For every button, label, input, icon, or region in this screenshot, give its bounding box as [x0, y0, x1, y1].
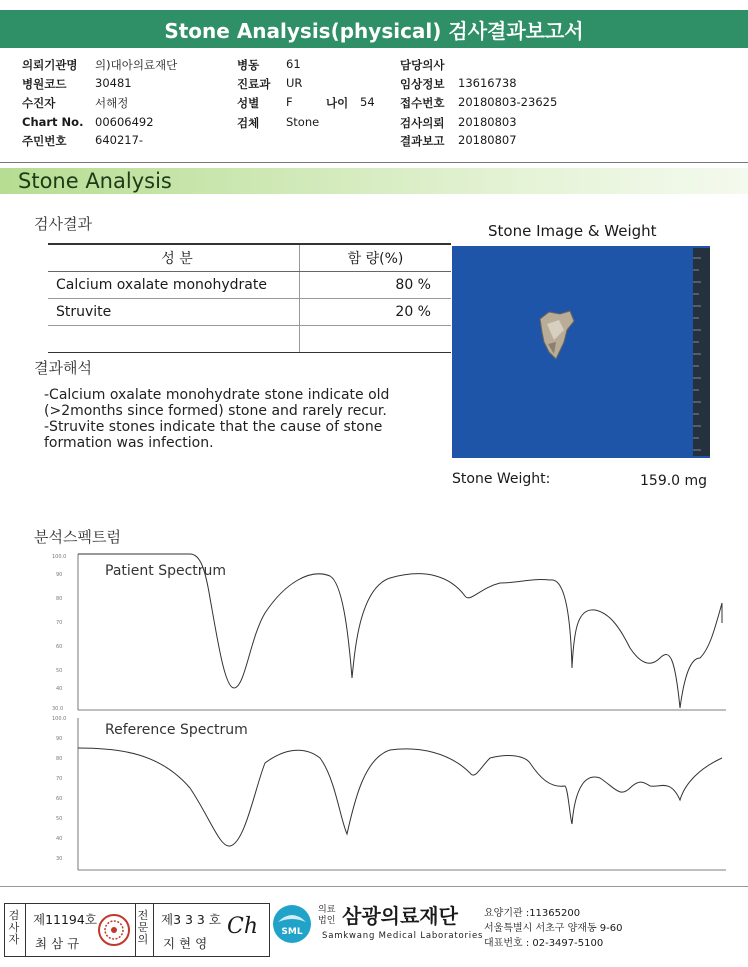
sml-logo: [272, 904, 312, 944]
interpretation-line: -Struvite stones indicate that the cause of stone: [44, 419, 383, 435]
result-heading: 검사결과: [34, 215, 92, 233]
report-title: Stone Analysis(physical) 검사결과보고서: [164, 18, 584, 43]
org-phone: 대표번호 : 02-3497-5100: [484, 938, 604, 949]
ruler-ticks: [693, 248, 710, 456]
svg-text:100.0: 100.0: [52, 716, 67, 722]
svg-text:80: 80: [56, 756, 63, 762]
interpretation-text: [44, 387, 389, 451]
svg-text:60: 60: [56, 644, 63, 650]
stone-weight-label: Stone Weight:: [452, 471, 551, 487]
sml-logo-icon: [272, 904, 312, 944]
specialist-label: 전문의: [137, 909, 149, 946]
amount-cell: [300, 326, 452, 353]
info-value: 640217-: [95, 133, 144, 147]
interpretation-heading: 결과해석: [34, 359, 92, 377]
interpretation-line: (>2months since formed) stone and rarely recur.: [44, 403, 387, 419]
svg-text:30: 30: [56, 856, 63, 862]
table-row: [48, 272, 451, 299]
specialist-license-no: 제3 3 3 호: [161, 912, 221, 927]
component-cell: Struvite: [48, 299, 300, 326]
patient-spectrum-label: Patient Spectrum: [105, 563, 227, 579]
logo-text: SML: [281, 927, 303, 937]
info-label: 성별: [237, 96, 260, 110]
svg-text:40: 40: [56, 836, 63, 842]
info-label: 검사의뢰: [400, 116, 445, 130]
ruler-scale: [693, 248, 710, 456]
interpretation-line: formation was infection.: [44, 435, 214, 451]
svg-text:70: 70: [56, 776, 63, 782]
column-header-component: 성 분: [48, 244, 300, 272]
info-value: 20180807: [458, 133, 517, 147]
org-name: 삼광의료재단: [342, 904, 458, 928]
info-label: 접수번호: [400, 96, 445, 110]
org-address: 서울특별시 서초구 양재동 9-60: [484, 923, 623, 934]
info-label: 진료과: [237, 77, 271, 91]
svg-text:90: 90: [56, 736, 63, 742]
info-label: 결과보고: [400, 134, 445, 148]
info-value: 20180803-23625: [458, 95, 558, 109]
inspector-label: 검사자: [8, 909, 20, 946]
inspector-license-no: 제11194호: [33, 912, 97, 927]
svg-text:90: 90: [56, 572, 63, 578]
divider: [0, 886, 748, 887]
info-label: 의뢰기관명: [22, 58, 78, 72]
svg-text:30.0: 30.0: [52, 706, 64, 712]
stone-weight-value: 159.0 mg: [640, 473, 708, 489]
spectrum-plots: [50, 548, 740, 878]
info-value: 의)대아의료재단: [95, 58, 178, 72]
reference-spectrum-label: Reference Spectrum: [105, 722, 248, 738]
info-label: 나이: [326, 96, 349, 110]
info-label: 수진자: [22, 96, 56, 110]
interpretation-line: -Calcium oxalate monohydrate stone indicate old: [44, 387, 390, 403]
org-prefix: 의료 법인: [318, 905, 336, 926]
specialist-name: 지 현 영: [163, 936, 208, 951]
svg-text:50: 50: [56, 816, 63, 822]
info-label: 주민번호: [22, 134, 67, 148]
divider: [153, 904, 154, 956]
amount-cell: 80 %: [300, 272, 452, 299]
svg-text:50: 50: [56, 668, 63, 674]
info-label: 임상정보: [400, 77, 445, 91]
divider: [135, 904, 136, 956]
signature: Ch: [227, 914, 259, 939]
divider: [25, 904, 26, 956]
section-title: Stone Analysis: [18, 169, 172, 193]
report-title-bar: [0, 10, 748, 48]
info-label: Chart No.: [22, 115, 84, 129]
table-row: [48, 326, 451, 353]
result-table: [48, 243, 451, 353]
svg-text:40: 40: [56, 686, 63, 692]
info-value: 13616738: [458, 76, 517, 90]
stone-illustration: [452, 246, 710, 458]
info-value: 54: [360, 95, 375, 109]
info-value: 61: [286, 57, 301, 71]
seal-stamp-icon: [97, 913, 131, 947]
component-cell: Calcium oxalate monohydrate: [48, 272, 300, 299]
info-value: UR: [286, 76, 303, 90]
info-value: Stone: [286, 115, 320, 129]
svg-text:60: 60: [56, 796, 63, 802]
org-license: 요양기관 :11365200: [484, 908, 581, 919]
svg-text:70: 70: [56, 620, 63, 626]
info-label: 병동: [237, 58, 260, 72]
info-value: 서해정: [95, 96, 129, 110]
info-label: 담당의사: [400, 58, 445, 72]
info-value: 30481: [95, 76, 132, 90]
amount-cell: 20 %: [300, 299, 452, 326]
spectrum-heading: 분석스펙트럼: [34, 528, 121, 546]
info-value: F: [286, 95, 293, 109]
svg-text:80: 80: [56, 596, 63, 602]
signature-box: [4, 903, 270, 957]
stone-photo: [452, 246, 710, 458]
inspector-name: 최 삼 규: [35, 936, 80, 951]
info-label: 병원코드: [22, 77, 67, 91]
info-value: 00606492: [95, 115, 154, 129]
info-value: 20180803: [458, 115, 517, 129]
column-header-amount: 함 량(%): [300, 244, 452, 272]
table-header-row: [48, 244, 451, 272]
info-label: 검체: [237, 116, 260, 130]
svg-text:100.0: 100.0: [52, 554, 67, 560]
org-english-name: Samkwang Medical Laboratories: [322, 931, 484, 941]
table-row: [48, 299, 451, 326]
component-cell: [48, 326, 300, 353]
divider: [0, 162, 748, 163]
stone-image-title: Stone Image & Weight: [488, 222, 657, 240]
